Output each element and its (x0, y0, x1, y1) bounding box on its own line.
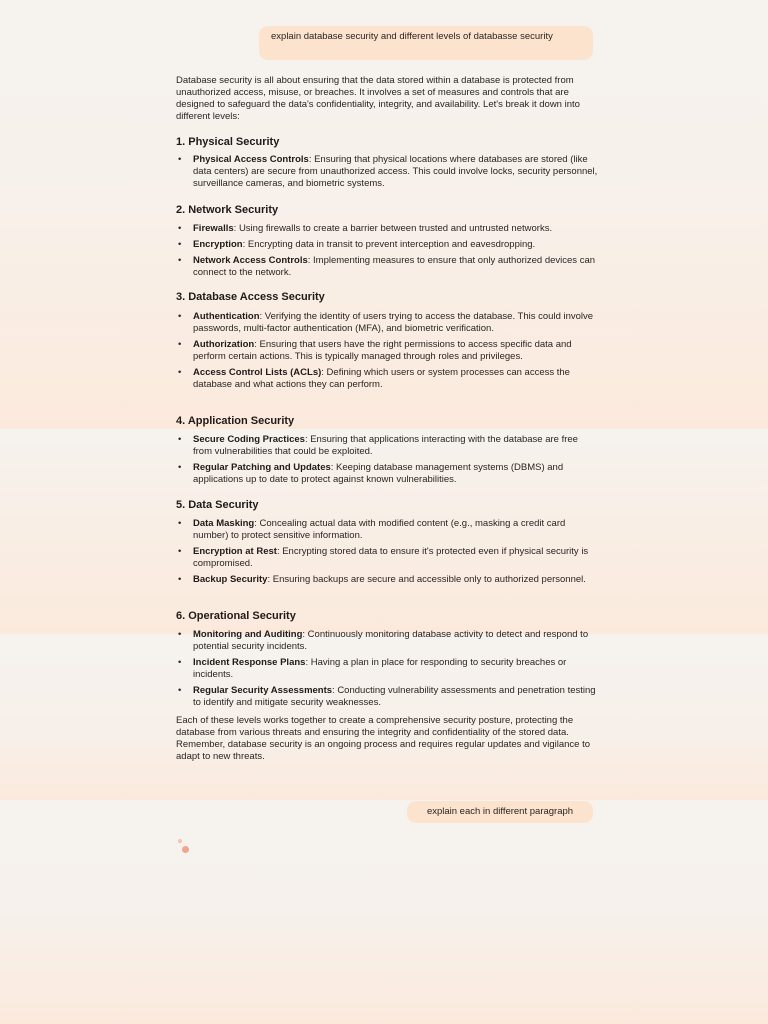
list-item-text: : Using firewalls to create a barrier between trusted and untrusted networks. (233, 223, 553, 234)
list-item-term: Encryption (193, 239, 243, 250)
section-heading: 2. Network Security (176, 204, 279, 216)
section-heading: 1. Physical Security (176, 136, 280, 148)
list-item (176, 462, 598, 486)
section-list (176, 154, 598, 194)
list-item-term: Monitoring and Auditing (193, 629, 303, 640)
list-item-text: : Encrypting stored data to ensure it's protected even if physical security is compromised. (193, 546, 589, 569)
list-item (176, 339, 598, 363)
section-list (176, 223, 598, 283)
section-heading: 3. Database Access Security (176, 291, 325, 303)
response-intro: Database security is all about ensuring that the data stored within a database is protected from unauthorized access, misuse, or breaches. It involves a set of measures and controls that are designed to safeguard the data's confidentiality, integrity, and availability. Let's break it down into different levels: (176, 75, 580, 122)
list-item-term: Firewalls (193, 223, 234, 234)
list-item-term: Backup Security (193, 574, 268, 585)
list-item-term: Incident Response Plans (193, 657, 306, 668)
list-item-text: : Ensuring that applications interacting with the database are free from vulnerabilities that could be exploited. (193, 434, 578, 457)
user-message-bubble: explain each in different paragraph (407, 801, 593, 823)
list-item-term: Authorization (193, 339, 255, 350)
list-item-term: Secure Coding Practices (193, 434, 305, 445)
list-item-term: Regular Patching and Updates (193, 462, 331, 473)
section-list (176, 629, 598, 713)
list-item (176, 518, 598, 542)
response-conclusion: Each of these levels works together to create a comprehensive security posture, protecting the database from various threats and ensuring the integrity and confidentiality of the stored data. Remember, database security is an ongoing process and requires regular updates and vigilance to adapt to new threats. (176, 715, 591, 762)
list-item-text: : Defining which users or system processes can access the database and what actions they can perform. (193, 367, 570, 390)
list-item (176, 574, 598, 586)
list-item-text: : Continuously monitoring database activity to detect and respond to potential security incidents. (193, 629, 589, 652)
list-item-text: : Ensuring that users have the right permissions to access specific data and perform certain actions. This is typically managed through roles and privileges. (193, 339, 572, 362)
user-message-bubble: explain database security and different levels of databasse security (259, 26, 593, 60)
list-item-term: Access Control Lists (ACLs) (193, 367, 322, 378)
background-band (0, 800, 768, 1024)
list-item (176, 311, 598, 335)
typing-indicator-dot (178, 839, 182, 843)
section-heading: 6. Operational Security (176, 610, 296, 622)
list-item-text: : Keeping database management systems (DBMS) and applications up to date to protect against known vulnerabilities. (193, 462, 564, 485)
list-item-term: Authentication (193, 311, 260, 322)
list-item-text: : Having a plan in place for responding to security breaches or incidents. (193, 657, 567, 680)
list-item-term: Regular Security Assessments (193, 685, 333, 696)
section-heading: 4. Application Security (176, 415, 295, 427)
list-item-text: : Ensuring that physical locations where databases are stored (like data centers) are secure from unauthorized access. This could involve locks, security personnel, surveillance cameras, and biometric systems. (193, 154, 598, 189)
section-list (176, 434, 598, 490)
list-item-term: Data Masking (193, 518, 255, 529)
list-item (176, 629, 598, 653)
typing-indicator-dot (182, 846, 189, 853)
list-item (176, 223, 598, 235)
list-item (176, 239, 598, 251)
list-item-text: : Encrypting data in transit to prevent interception and eavesdropping. (242, 239, 536, 250)
section-list (176, 518, 598, 590)
list-item-text: : Ensuring backups are secure and accessible only to authorized personnel. (267, 574, 586, 585)
list-item (176, 367, 598, 391)
list-item-term: Encryption at Rest (193, 546, 277, 557)
list-item-term: Network Access Controls (193, 255, 308, 266)
list-item-text: : Conducting vulnerability assessments and penetration testing to identify and mitigate security weaknesses. (193, 685, 596, 708)
list-item-text: : Verifying the identity of users trying to access the database. This could involve passwords, multi-factor authentication (MFA), and biometric verification. (193, 311, 594, 334)
list-item (176, 657, 598, 681)
list-item (176, 154, 598, 190)
list-item (176, 255, 598, 279)
list-item (176, 546, 598, 570)
list-item-text: : Implementing measures to ensure that only authorized devices can connect to the network. (193, 255, 596, 278)
list-item (176, 685, 598, 709)
section-list (176, 311, 598, 395)
list-item (176, 434, 598, 458)
section-heading: 5. Data Security (176, 499, 259, 511)
list-item-term: Physical Access Controls (193, 154, 309, 165)
list-item-text: : Concealing actual data with modified content (e.g., masking a credit card number) to protect sensitive information. (193, 518, 566, 541)
